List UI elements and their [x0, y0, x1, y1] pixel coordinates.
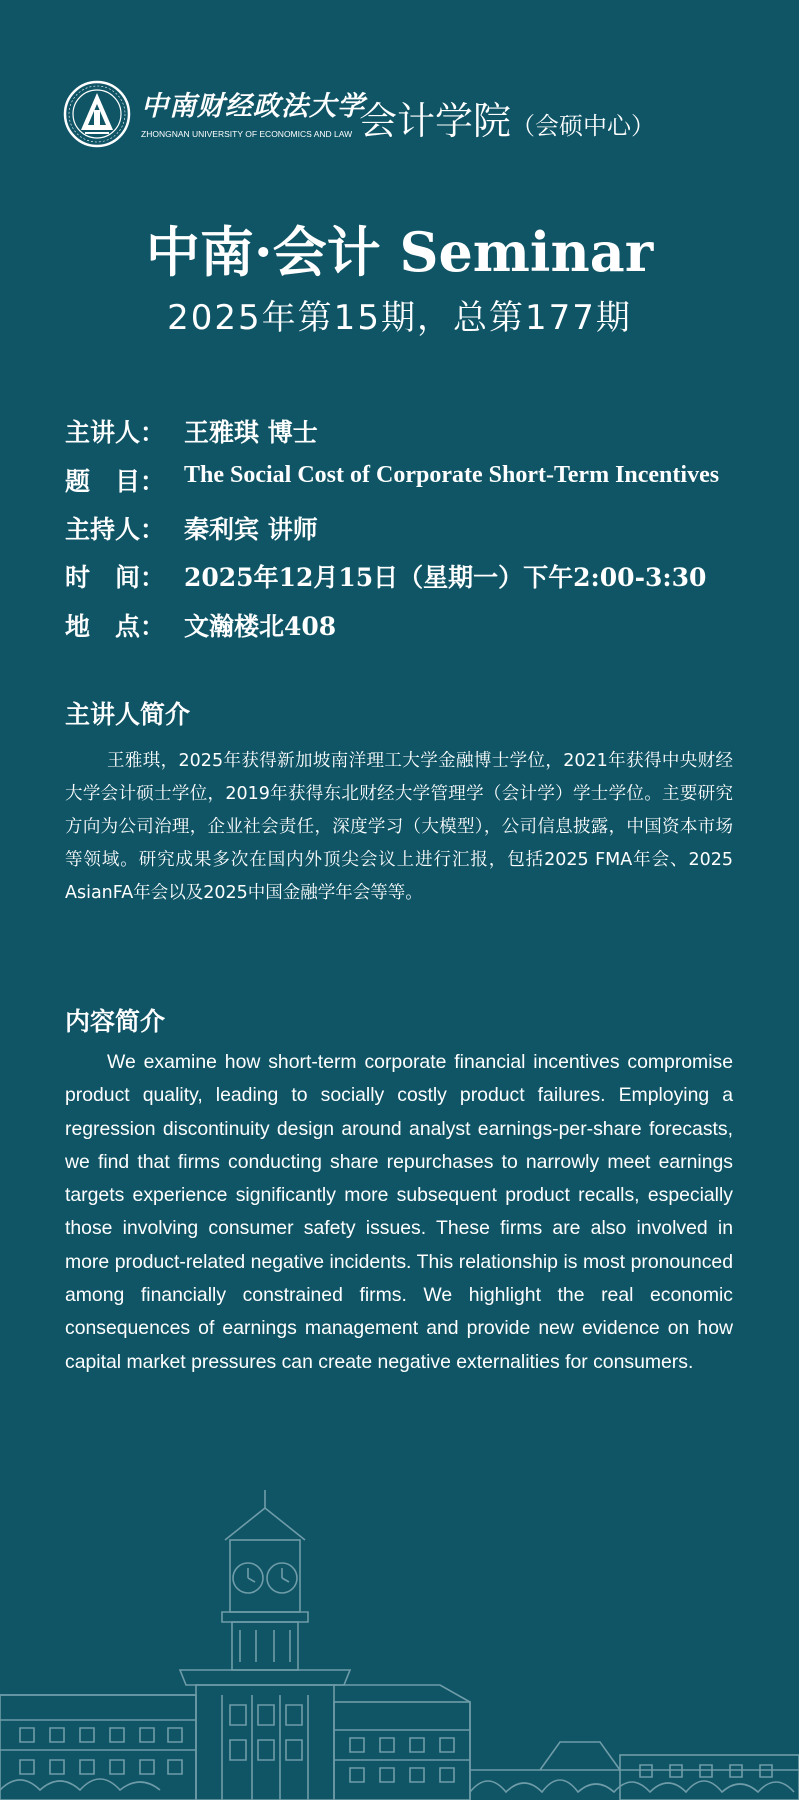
info-label: 主讲人：	[65, 418, 166, 447]
bio-heading: 主讲人简介	[65, 700, 191, 729]
time-value: 2025年12月15日（星期一）下午2:00-3:30	[184, 563, 707, 592]
university-name-en: ZHONGNAN UNIVERSITY OF ECONOMICS AND LAW	[141, 129, 353, 139]
location-value: 文瀚楼北408	[184, 612, 337, 641]
university-seal-icon	[63, 80, 131, 148]
clock-tower-building-illustration	[0, 1480, 799, 1800]
school-name	[359, 90, 655, 145]
info-label: 时 间：	[65, 563, 166, 592]
topic-value: The Social Cost of Corporate Short-Term Incentives	[184, 462, 720, 488]
school-name-main: 会计学院	[359, 99, 512, 143]
abstract-text: We examine how short-term corporate financial incentives compromise product quality, leading to socially costly product failures. Employing a regression discontinuity design around analyst earnings-per-share forecasts, we find that firms conducting share repurchases to narrowly meet earnings targets experience significantly more subsequent product recalls, especially those involving consumer safety issues. These firms are also involved in more product-related negative incidents. This relationship is most pronounced among financially constrained firms. We highlight the real economic consequences of earnings management and provide new evidence on how capital market pressures can create negative externalities for consumers.	[65, 1051, 733, 1373]
info-label: 主持人：	[65, 515, 166, 544]
host-value: 秦利宾 讲师	[184, 515, 318, 544]
speaker-value: 王雅琪 博士	[184, 418, 318, 447]
issue-number: 2025年第15期，总第177期	[167, 298, 632, 338]
school-name-sub: （会硕中心）	[511, 112, 656, 140]
header	[63, 78, 763, 150]
info-label: 地 点：	[65, 612, 166, 641]
bio-text: 王雅琪，2025年获得新加坡南洋理工大学金融博士学位，2021年获得中央财经大学会计硕士学位，2019年获得东北财经大学管理学（会计学）学士学位。主要研究方向为公司治理，企业社会责任，深度学习（大模型），公司信息披露，中国资本市场等领域。研究成果多次在国内外顶尖会议上进行汇报，包括2025 FMA年会、2025 AsianFA年会以及2025中国金融学年会等等。	[65, 751, 733, 903]
university-name-cn: 中南财经政法大学	[141, 91, 365, 122]
info-label: 题 目：	[65, 467, 166, 496]
seminar-title: 中南·会计 Seminar	[145, 220, 654, 284]
abstract-heading: 内容简介	[65, 1007, 166, 1036]
